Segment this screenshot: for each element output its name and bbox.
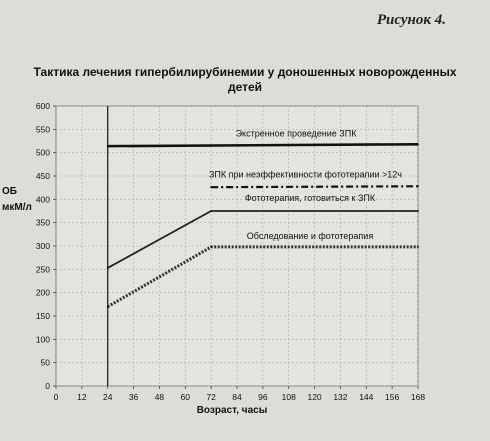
series-annotation: Обследование и фототерапия: [246, 230, 374, 241]
series-point: [210, 186, 212, 188]
y-tick-label: 200: [35, 287, 50, 298]
x-tick-label: 24: [102, 392, 113, 402]
series-point: [417, 210, 419, 212]
series-point: [417, 246, 419, 248]
series-annotation: ЗПК при неэффективности фототерапии >12ч: [209, 169, 402, 180]
y-ticks: [36, 101, 56, 391]
y-axis-label-line1: ОБ: [2, 186, 17, 197]
x-tick-label: 84: [232, 392, 242, 402]
x-tick-label: 96: [258, 392, 268, 402]
x-tick-label: 120: [307, 392, 322, 402]
series-point: [210, 210, 212, 212]
x-tick-label: 144: [359, 392, 374, 402]
figure-label: Рисунок 4.: [376, 12, 446, 28]
y-tick-label: 0: [45, 381, 50, 391]
series-point: [417, 143, 419, 145]
x-tick-label: 132: [333, 392, 348, 402]
x-tick-label: 48: [154, 392, 165, 402]
y-tick-label: 250: [35, 264, 50, 275]
x-tick-label: 72: [206, 392, 216, 402]
x-tick-label: 156: [385, 392, 400, 402]
series-point: [417, 185, 419, 187]
x-tick-label: 60: [180, 392, 191, 402]
y-tick-label: 400: [35, 194, 50, 205]
x-tick-label: 168: [410, 392, 426, 402]
y-tick-label: 600: [35, 101, 50, 111]
y-tick-label: 350: [35, 217, 50, 228]
series-point: [107, 267, 109, 269]
series-point: [210, 246, 212, 248]
x-axis-label: Возраст, часы: [196, 405, 268, 416]
series-point: [107, 145, 109, 147]
y-tick-label: 450: [35, 171, 50, 181]
series-annotation: Экстренное проведение ЗПК: [235, 128, 357, 139]
series-annotation: Фототерапия, готовиться к ЗПК: [244, 193, 376, 203]
x-tick-label: 108: [281, 392, 296, 402]
y-tick-label: 100: [35, 334, 50, 345]
x-ticks: [54, 386, 426, 402]
x-tick-label: 0: [53, 392, 59, 402]
y-axis-label-line2: мкМ/л: [2, 202, 32, 213]
series-point: [107, 306, 109, 308]
y-tick-label: 50: [40, 357, 50, 368]
y-tick-label: 550: [35, 124, 50, 135]
y-tick-label: 300: [35, 241, 50, 251]
chart-title-line2: детей: [227, 80, 263, 94]
x-tick-label: 36: [128, 392, 139, 402]
y-tick-label: 150: [35, 311, 50, 321]
chart-title-line1: Тактика лечения гипербилирубинемии у доношенных новорожденных: [33, 65, 457, 79]
x-tick-label: 12: [77, 392, 87, 402]
y-tick-label: 500: [35, 147, 50, 158]
